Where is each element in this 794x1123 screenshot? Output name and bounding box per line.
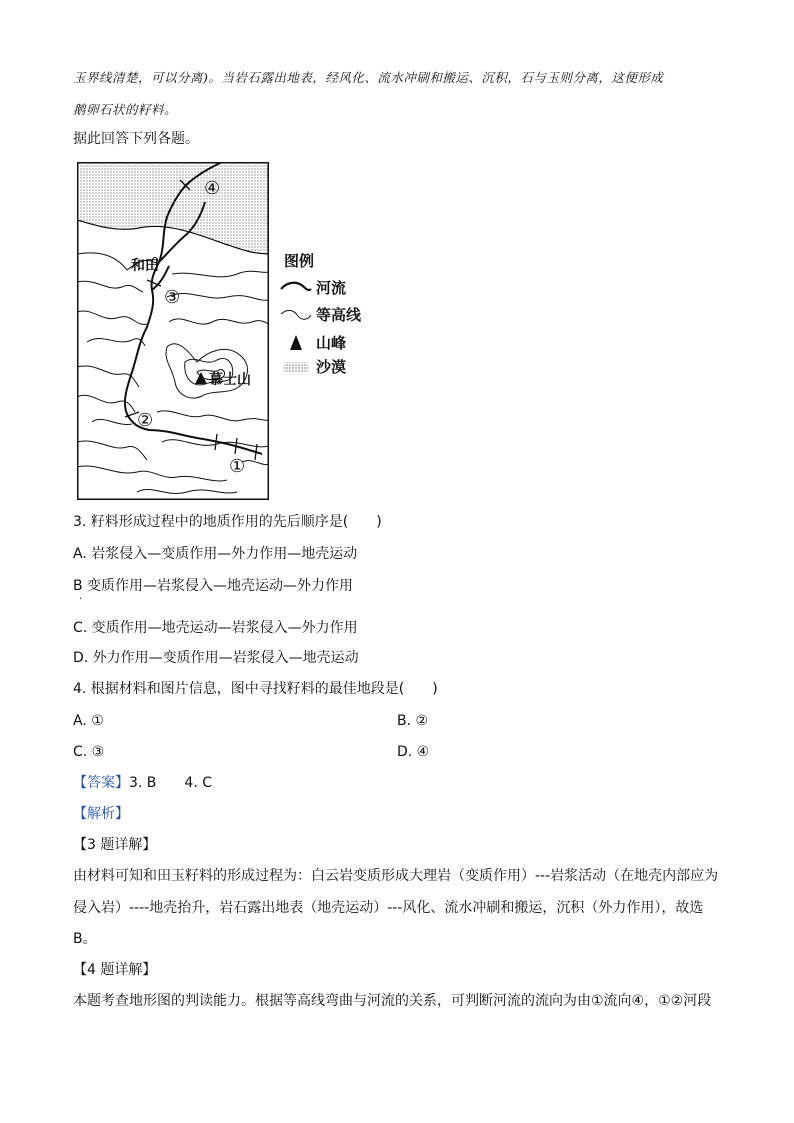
q3-option-a: A. 岩浆侵入—变质作用—外力作用—地壳运动 [73, 546, 358, 562]
q4-option-c: C. ③ [73, 744, 105, 760]
detail-3-line-1: 由材料可知和田玉籽料的形成过程为：白云岩变质形成大理岩（变质作用）---岩浆活动（在地壳内部应为 [73, 868, 719, 884]
legend-river-label: 河流 [316, 279, 347, 297]
legend-peak-label: 山峰 [316, 334, 347, 352]
q3-option-d: D. 外力作用—变质作用—岩浆侵入—地壳运动 [73, 650, 359, 666]
q3-option-b-dot: · [79, 594, 83, 605]
desert-area [77, 162, 269, 254]
marker-3: ③ [164, 287, 181, 308]
marker-2: ② [137, 410, 154, 431]
intro-line-2: 鹅卵石状的籽料。 [73, 102, 178, 117]
label-hetian: 和田 [131, 258, 159, 274]
detail-4-label: 【4 题详解】 [73, 962, 157, 978]
legend-desert-label: 沙漠 [316, 358, 347, 376]
detail-4-line-1: 本题考查地形图的判读能力。根据等高线弯曲与河流的关系，可判断河流的流向为由①流向④，①②河段 [73, 993, 712, 1009]
detail-3-line-3: B。 [73, 931, 97, 947]
river-symbol-icon [280, 279, 312, 297]
q3-option-b: B 变质作用—岩浆侵入—地壳运动—外力作用 [73, 578, 354, 594]
q3-option-c: C. 变质作用—地壳运动—岩浆侵入—外力作用 [73, 620, 358, 636]
answer-label: 【答案】 [73, 775, 129, 791]
answer-text: 3. B 4. C [129, 775, 212, 791]
q4-stem: 4. 根据材料和图片信息，图中寻找籽料的最佳地段是( ) [73, 681, 438, 697]
intro-prompt: 据此回答下列各题。 [73, 131, 199, 147]
peak-symbol-icon [280, 334, 312, 352]
intro-line-1: 玉界线清楚，可以分离)。当岩石露出地表，经风化、流水冲刷和搬运、沉积，石与玉则分离，这便形成 [73, 70, 664, 85]
q3-stem: 3. 籽料形成过程中的地质作用的先后顺序是( ) [73, 514, 382, 530]
answer-line [73, 773, 212, 793]
detail-3-label: 【3 题详解】 [73, 837, 157, 853]
q4-option-a: A. ① [73, 713, 104, 729]
detail-3-line-2: 侵入岩）----地壳抬升，岩石露出地表（地壳运动）---风化、流水冲刷和搬运，沉积（外力作用），故选 [73, 900, 704, 916]
contour-symbol-icon [280, 306, 312, 324]
peak-icon [195, 372, 207, 384]
marker-1: ① [229, 456, 246, 477]
topographic-map [77, 162, 269, 504]
analysis-label: 【解析】 [73, 806, 129, 822]
legend-contour-label: 等高线 [316, 306, 362, 324]
map-drawing [77, 162, 269, 500]
label-peak: 慕士山 [209, 372, 251, 388]
q4-option-b: B. ② [397, 713, 429, 729]
legend-title-text: 图例 [284, 252, 315, 270]
q4-option-d: D. ④ [397, 744, 430, 760]
marker-4: ④ [204, 178, 221, 199]
desert-symbol-icon [280, 358, 312, 376]
